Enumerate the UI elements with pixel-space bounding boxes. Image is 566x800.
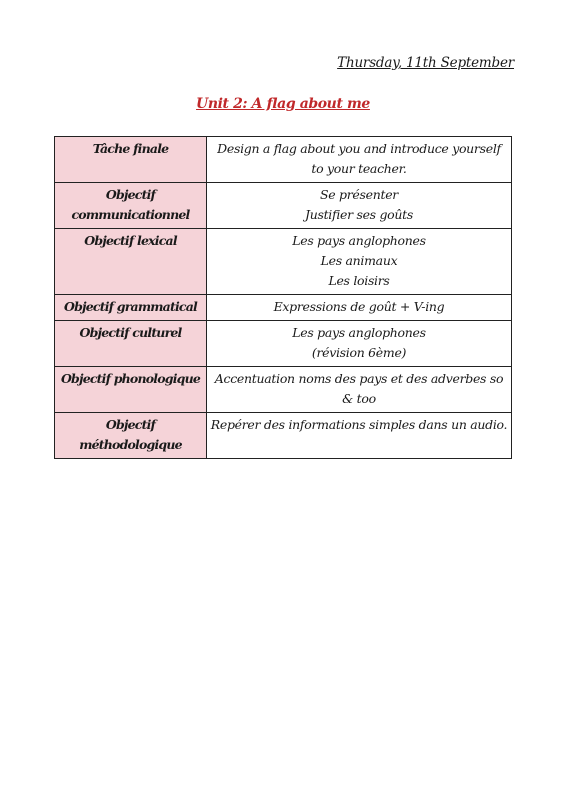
table-row-objectif-communicationnel xyxy=(55,183,512,229)
row-label: Tâche finale xyxy=(55,137,207,183)
row-label: Objectif culturel xyxy=(55,321,207,367)
row-value xyxy=(207,183,512,229)
value-line: (révision 6ème) xyxy=(311,345,407,360)
row-value xyxy=(207,229,512,295)
row-label: Objectif communicationnel xyxy=(55,183,207,229)
value-line: Les pays anglophones xyxy=(292,233,426,248)
row-value xyxy=(207,321,512,367)
objectives-table xyxy=(54,136,512,459)
value-line: Les loisirs xyxy=(328,273,390,288)
value-line: Design a flag about you and introduce yourself to your teacher. xyxy=(217,141,501,176)
value-line: Les animaux xyxy=(320,253,398,268)
row-label: Objectif grammatical xyxy=(55,295,207,321)
row-label: Objectif phonologique xyxy=(55,367,207,413)
value-line: Se présenter xyxy=(320,187,398,202)
unit-title: Unit 2: A flag about me xyxy=(196,96,370,112)
row-value xyxy=(207,137,512,183)
row-label: Objectif lexical xyxy=(55,229,207,295)
row-value xyxy=(207,295,512,321)
table-row-objectif-lexical xyxy=(55,229,512,295)
date-header: Thursday, 11th September xyxy=(337,55,514,71)
value-line: Les pays anglophones xyxy=(292,325,426,340)
row-value xyxy=(207,413,512,459)
value-line: Accentuation noms des pays et des adverbes so & too xyxy=(214,371,504,406)
row-value xyxy=(207,367,512,413)
row-label: Objectif méthodologique xyxy=(55,413,207,459)
table-row-objectif-methodologique xyxy=(55,413,512,459)
table-row-tache-finale xyxy=(55,137,512,183)
value-line: Justifier ses goûts xyxy=(305,207,413,222)
value-line: Repérer des informations simples dans un audio. xyxy=(210,417,508,432)
table-row-objectif-culturel xyxy=(55,321,512,367)
table-row-objectif-phonologique xyxy=(55,367,512,413)
table-row-objectif-grammatical xyxy=(55,295,512,321)
value-line: Expressions de goût + V-ing xyxy=(273,299,445,314)
